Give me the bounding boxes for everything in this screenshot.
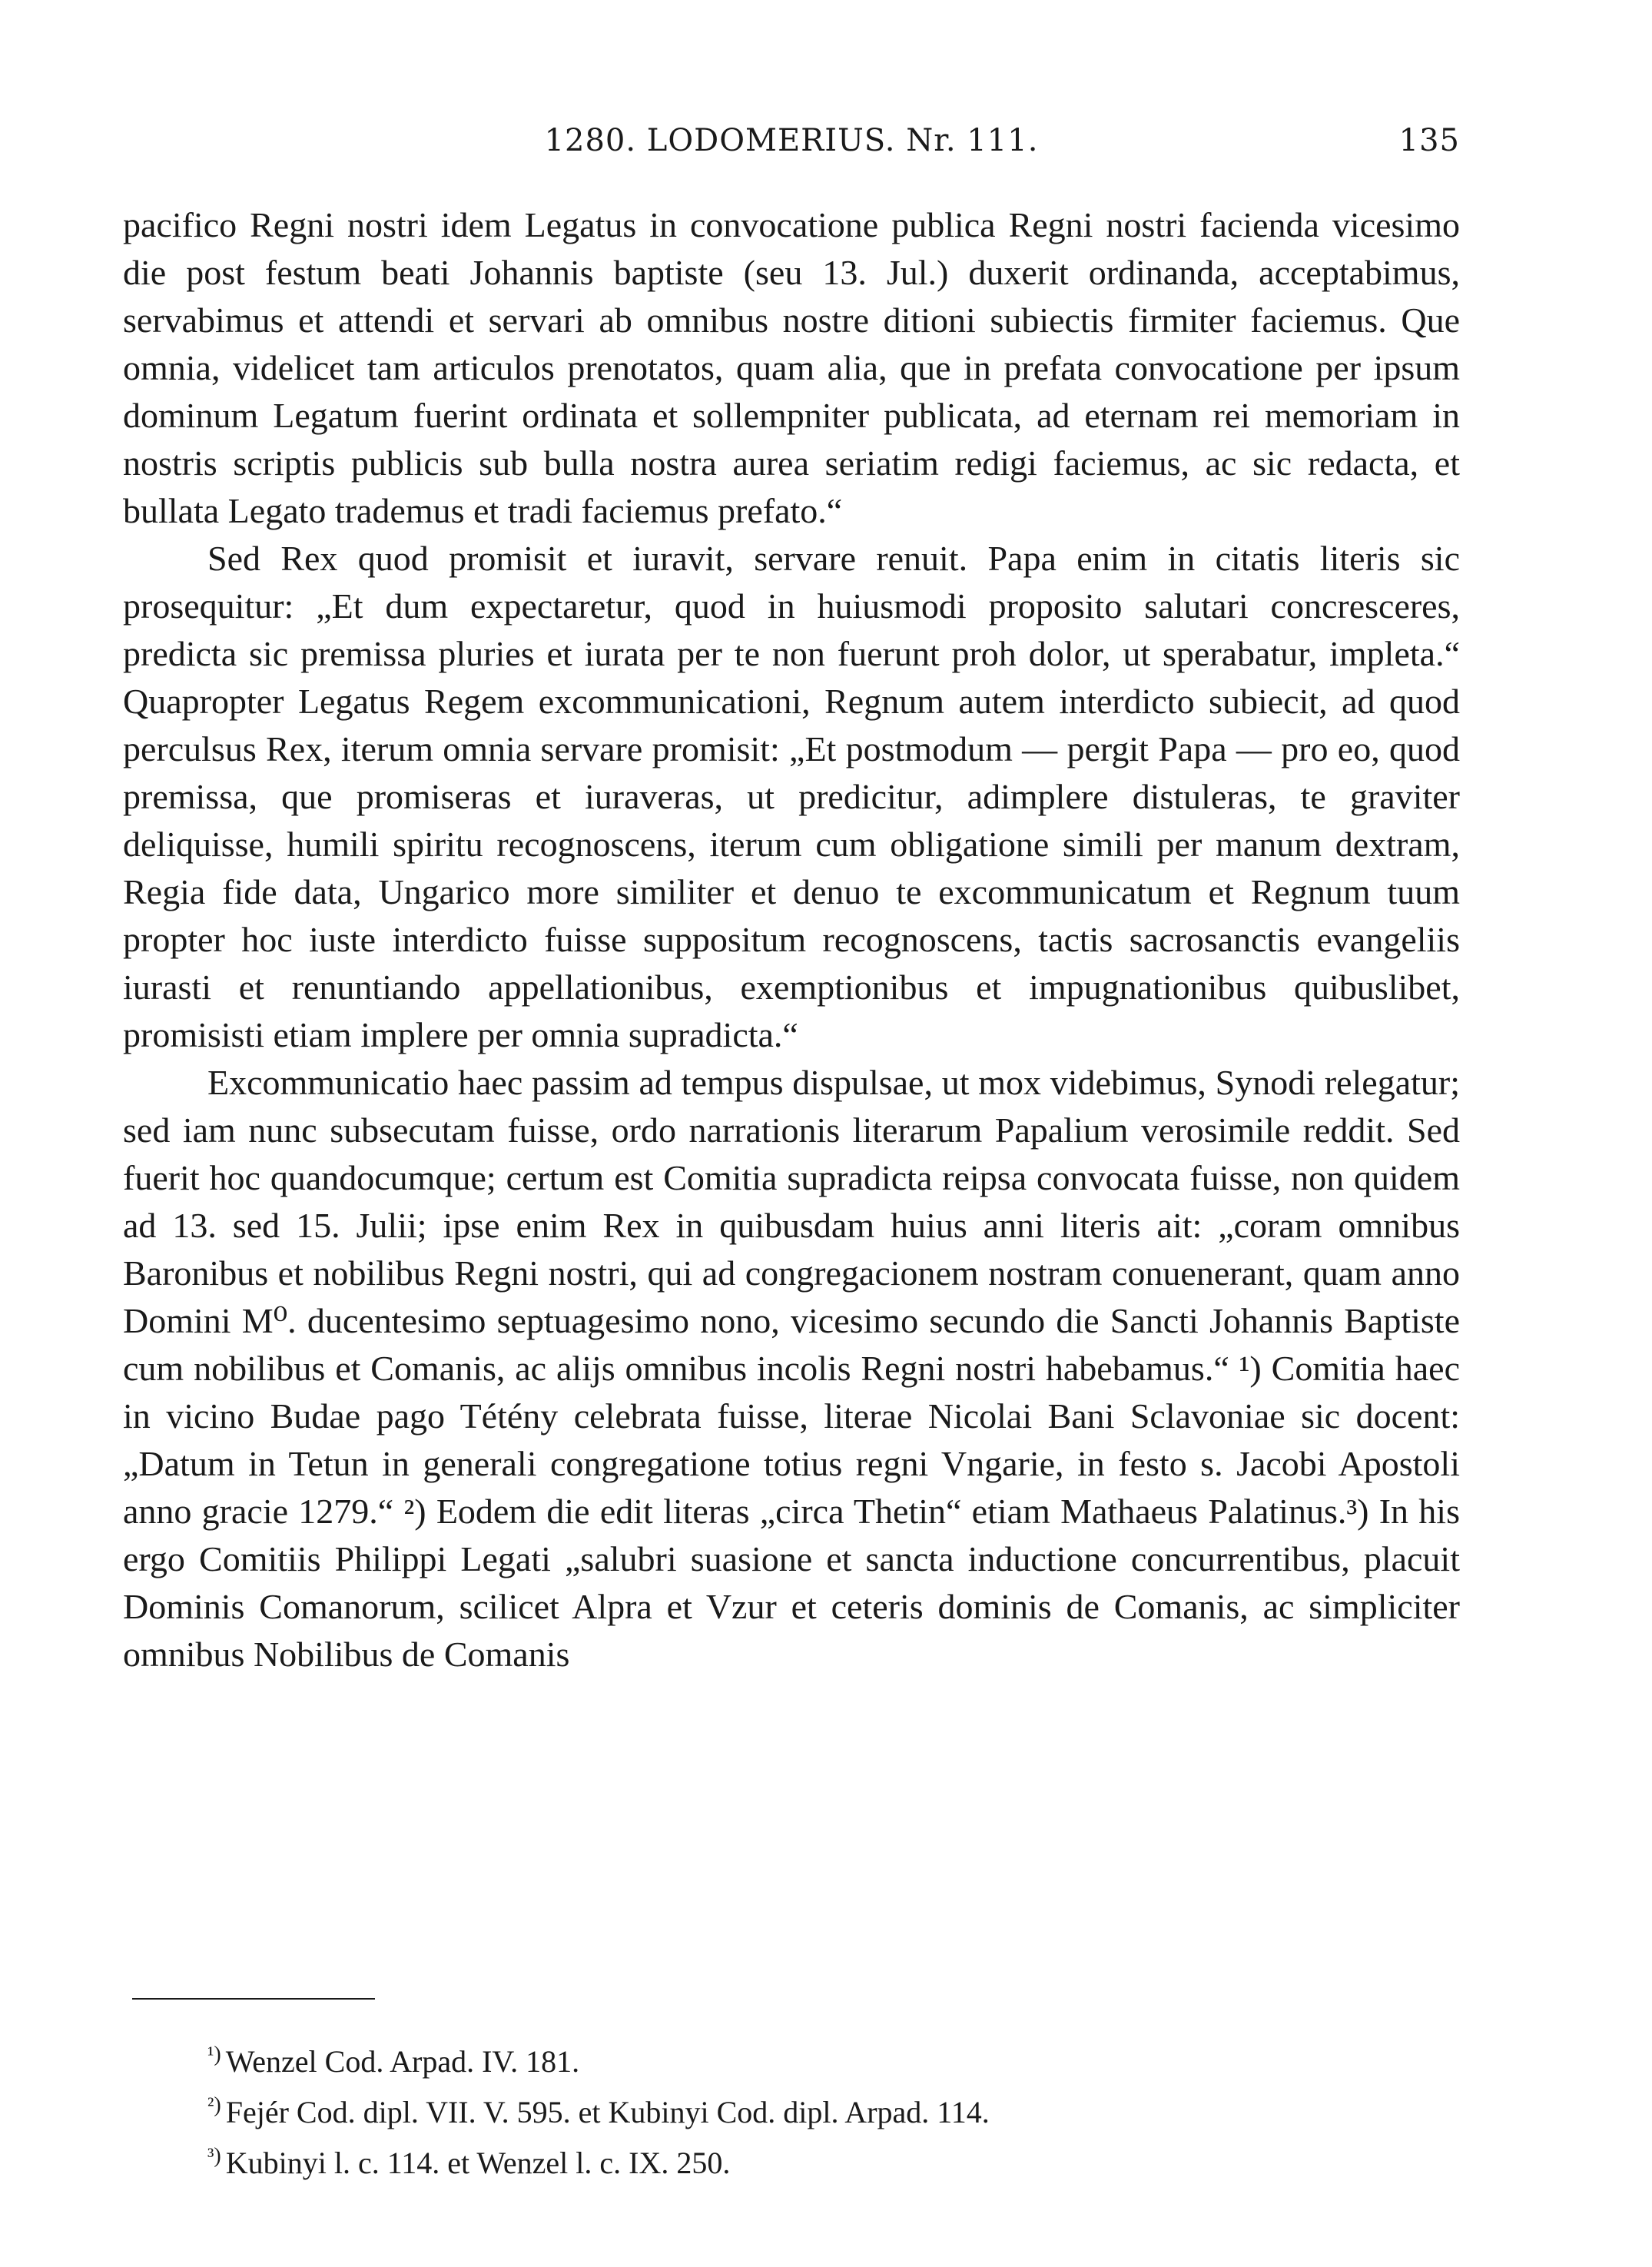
footnote bbox=[207, 2138, 1460, 2189]
footnote bbox=[207, 2087, 1460, 2138]
footnote-rule bbox=[132, 1998, 375, 2000]
paragraph: Excommunicatio haec passim ad tempus dispulsae, ut mox videbimus, Synodi relegatur; sed iam nunc subsecutam fuisse, ordo narrationis literarum Papalium verosimile reddit. Sed fuerit hoc quandocumque; certum est Comitia supradicta reipsa convocata fuisse, non quidem ad 13. sed 15. Julii; ipse enim Rex in quibusdam huius anni literis ait: „coram omnibus Baronibus et nobilibus Regni nostri, qui ad congregacionem nostram conuenerant, quam anno Domini M⁰. ducentesimo septuagesimo nono, vicesimo secundo die Sancti Johannis Baptiste cum nobilibus et Comanis, ac alijs omnibus incolis Regni nostri habebamus.“ ¹) Comitia haec in vicino Budae pago Tétény celebrata fuisse, literae Nicolai Bani Sclavoniae sic docent: „Datum in Tetun in generali congregatione totius regni Vngarie, in festo s. Jacobi Apostoli anno gracie 1279.“ ²) Eodem die edit literas „circa Thetin“ etiam Mathaeus Palatinus.³) In his ergo Comitiis Philippi Legati „salubri suasione et sancta inductione concurrentibus, placuit Dominis Comanorum, scilicet Alpra et Vzur et ceteris dominis de Comanis, ac simpliciter omnibus Nobilibus de Comanis bbox=[123, 1063, 1460, 1674]
footnote bbox=[207, 2036, 1460, 2087]
footnote-mark: ¹) bbox=[207, 2042, 221, 2066]
running-title: 1280. LODOMERIUS. Nr. 111. bbox=[544, 123, 1039, 158]
running-head bbox=[123, 123, 1460, 169]
footnotes bbox=[207, 2036, 1460, 2189]
footnote-mark: ²) bbox=[207, 2093, 221, 2117]
paragraph-continuation: pacifico Regni nostri idem Legatus in convocatione publica Regni nostri facienda vicesimo die post festum beati Johannis baptiste (seu 13. Jul.) duxerit ordinanda, acceptabimus, servabimus et attendi et servari ab omnibus nostre ditioni subiectis firmiter faciemus. Que omnia, videlicet tam articulos prenotatos, quam alia, que in prefata convocatione per ipsum dominum Legatum fuerint ordinata et sollempniter publicata, ad eternam rei memoriam in nostris scriptis publicis sub bulla nostra aurea seriatim redigi faciemus, ac sic redacta, et bullata Legato trademus et tradi faciemus prefato.“ bbox=[123, 205, 1460, 530]
footnote-text: Kubinyi l. c. 114. et Wenzel l. c. IX. 250. bbox=[225, 2146, 731, 2180]
page-number: 135 bbox=[1398, 123, 1460, 158]
footnote-mark: ³) bbox=[207, 2143, 221, 2168]
footnote-text: Fejér Cod. dipl. VII. V. 595. et Kubinyi Cod. dipl. Arpad. 114. bbox=[225, 2095, 990, 2129]
body-text bbox=[123, 201, 1460, 1678]
footnote-text: Wenzel Cod. Arpad. IV. 181. bbox=[225, 2044, 580, 2079]
paragraph: Sed Rex quod promisit et iuravit, servare renuit. Papa enim in citatis literis sic prosequitur: „Et dum expectaretur, quod in huiusmodi proposito salutari concresceres, predicta sic premissa pluries et iurata per te non fuerunt proh dolor, ut sperabatur, impleta.“ Quapropter Legatus Regem excommunicationi, Regnum autem interdicto subiecit, ad quod perculsus Rex, iterum omnia servare promisit: „Et postmodum — pergit Papa — pro eo, quod premissa, que promiseras et iuraveras, ut predicitur, adimplere distuleras, te graviter deliquisse, humili spiritu recognoscens, iterum cum obligatione simili per manum dextram, Regia fide data, Ungarico more similiter et denuo te excommunicatum et Regnum tuum propter hoc iuste interdicto fuisse suppositum recognoscens, tactis sacrosanctis evangeliis iurasti et renuntiando appellationibus, exemptionibus et impugnationibus quibuslibet, promisisti etiam implere per omnia supradicta.“ bbox=[123, 539, 1460, 1054]
